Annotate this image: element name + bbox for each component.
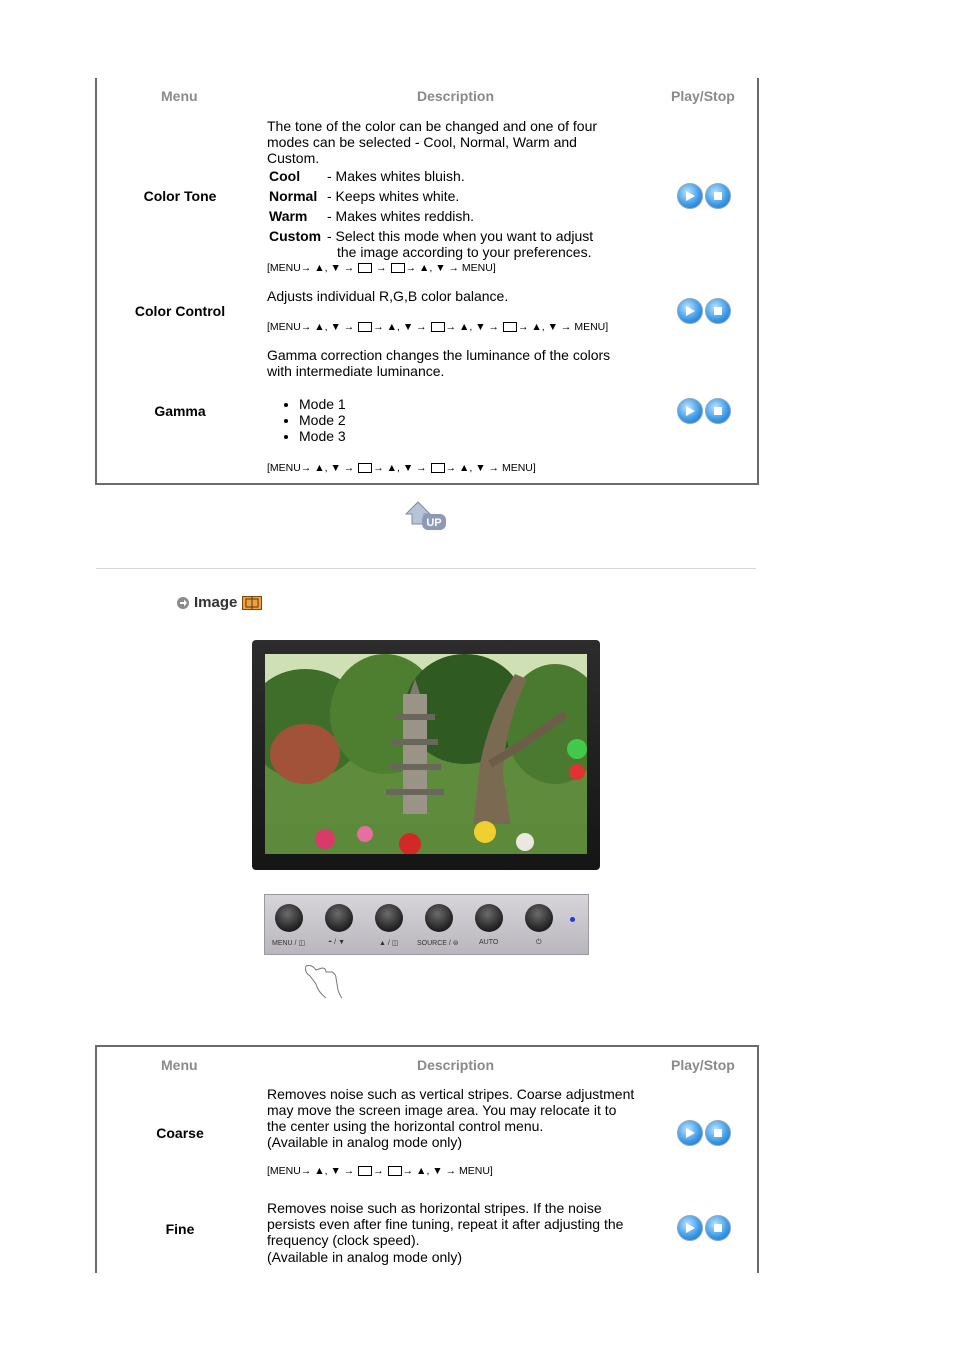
enter-key-icon xyxy=(358,1166,372,1176)
power-led-icon xyxy=(570,917,575,922)
definition-term: Warm xyxy=(269,208,308,224)
stop-icon xyxy=(712,405,724,417)
brightness-down-knob[interactable] xyxy=(325,904,353,932)
play-button[interactable] xyxy=(677,183,703,209)
monitor-control-panel xyxy=(264,894,589,955)
list-item: • Mode 1 xyxy=(299,396,346,412)
path-part: → ▲, ▼ → xyxy=(445,321,502,333)
knob-label: AUTO xyxy=(479,939,499,946)
enter-key-icon xyxy=(391,263,405,273)
menu-fine: Fine xyxy=(165,1221,195,1237)
play-stop-controls xyxy=(677,1120,733,1146)
menu-coarse: Coarse xyxy=(156,1125,204,1141)
definition-term: Cool xyxy=(269,168,301,184)
stop-icon xyxy=(712,1127,724,1139)
play-stop-controls xyxy=(677,1215,733,1241)
enter-key-icon xyxy=(358,463,372,473)
up-knob[interactable] xyxy=(375,904,403,932)
play-icon xyxy=(684,1222,696,1234)
coarse-description: Removes noise such as vertical stripes. Coarse adjustment may move the screen image area. You may relocate it to the center using the horizontal control menu. xyxy=(267,1086,635,1134)
stop-button[interactable] xyxy=(705,183,731,209)
definition-row xyxy=(269,168,465,184)
gamma-description: Gamma correction changes the luminance of the colors with intermediate luminance. xyxy=(267,347,611,379)
play-button[interactable] xyxy=(677,398,703,424)
play-icon xyxy=(684,405,696,417)
path-part: [MENU→ ▲, ▼ → xyxy=(267,1165,358,1177)
path-part: [MENU→ ▲, ▼ → xyxy=(267,262,358,274)
knob-label: MENU / ◫ xyxy=(272,940,306,947)
play-stop-controls xyxy=(677,398,733,424)
power-knob[interactable] xyxy=(525,904,553,932)
path-part: [MENU→ ▲, ▼ → xyxy=(267,462,358,474)
garden-scene xyxy=(265,654,587,854)
svg-text:UP: UP xyxy=(426,517,442,529)
menu-color-control: Color Control xyxy=(134,303,226,319)
definition-row xyxy=(269,188,459,204)
menu-path xyxy=(267,1165,493,1177)
menu-path xyxy=(267,462,536,474)
play-stop-controls xyxy=(677,298,733,324)
stop-icon xyxy=(712,190,724,202)
path-part: [MENU→ ▲, ▼ → xyxy=(267,321,358,333)
enter-key-icon xyxy=(388,1166,402,1176)
color-tone-description: The tone of the color can be changed and one of four modes can be selected - Cool, Normal, Warm and Custom. xyxy=(267,118,598,166)
play-icon xyxy=(684,305,696,317)
settings-table-color xyxy=(95,78,759,485)
play-button[interactable] xyxy=(677,298,703,324)
source-knob[interactable] xyxy=(425,904,453,932)
stop-icon xyxy=(712,1222,724,1234)
gamma-mode-list xyxy=(283,396,346,444)
stop-button[interactable] xyxy=(705,1120,731,1146)
path-part: → ▲, ▼ → MENU] xyxy=(517,321,609,333)
image-adjust-icon xyxy=(242,596,262,610)
menu-color-tone: Color Tone xyxy=(143,188,217,204)
section-title: Image xyxy=(194,594,238,611)
color-control-description: Adjusts individual R,G,B color balance. xyxy=(267,288,509,304)
knob-label: ⏻ xyxy=(536,939,542,946)
play-icon xyxy=(684,1127,696,1139)
arrow-circle-icon xyxy=(176,596,190,610)
menu-path xyxy=(267,321,608,333)
hand-pointer-icon xyxy=(302,962,344,1005)
definition-text: - Select this mode when you want to adjust xyxy=(327,228,594,244)
path-part: → ▲, ▼ → MENU] xyxy=(445,462,536,474)
header-play-stop: Play/Stop xyxy=(671,88,735,104)
knob-label: ◓ / ▼ xyxy=(328,939,345,946)
stop-button[interactable] xyxy=(705,398,731,424)
coarse-note: (Available in analog mode only) xyxy=(267,1134,463,1150)
header-play-stop: Play/Stop xyxy=(671,1057,735,1073)
path-part: → ▲, ▼ → MENU] xyxy=(405,262,496,274)
definition-text: - Makes whites reddish. xyxy=(327,208,475,224)
menu-gamma: Gamma xyxy=(154,403,206,419)
menu-knob[interactable] xyxy=(275,904,303,932)
section-heading xyxy=(176,594,262,611)
header-menu: Menu xyxy=(161,1057,198,1073)
path-part: → xyxy=(373,1165,387,1177)
knob-label: SOURCE / ⊜ xyxy=(417,940,459,947)
stop-button[interactable] xyxy=(705,298,731,324)
definition-row xyxy=(269,228,593,244)
menu-path xyxy=(267,262,496,274)
enter-key-icon xyxy=(431,322,445,332)
monitor-image xyxy=(252,640,600,870)
path-part: → ▲, ▼ → xyxy=(373,462,430,474)
path-part: → xyxy=(373,262,390,274)
path-part: → ▲, ▼ → MENU] xyxy=(402,1165,493,1177)
stop-icon xyxy=(712,305,724,317)
auto-knob[interactable] xyxy=(475,904,503,932)
list-item: • Mode 2 xyxy=(299,412,346,428)
definition-row xyxy=(269,208,474,224)
path-part: → ▲, ▼ → xyxy=(373,321,430,333)
header-description: Description xyxy=(417,1057,495,1073)
definition-text: - Keeps whites white. xyxy=(327,188,460,204)
play-icon xyxy=(684,190,696,202)
play-button[interactable] xyxy=(677,1120,703,1146)
enter-key-icon xyxy=(358,263,372,273)
up-arrow-icon[interactable] xyxy=(404,500,448,532)
section-divider xyxy=(96,568,756,569)
definition-text-continued: the image according to your preferences. xyxy=(337,244,592,260)
settings-table-image xyxy=(95,1045,759,1273)
fine-description: Removes noise such as horizontal stripes. If the noise persists even after fine tuning, repeat it after adjusting the frequency (clock speed). xyxy=(267,1200,624,1248)
header-menu: Menu xyxy=(161,88,198,104)
enter-key-icon xyxy=(431,463,445,473)
definition-text: - Makes whites bluish. xyxy=(327,168,465,184)
list-item: • Mode 3 xyxy=(299,428,346,444)
header-description: Description xyxy=(417,88,495,104)
definition-term: Custom xyxy=(269,228,322,244)
play-stop-controls xyxy=(677,183,733,209)
definition-term: Normal xyxy=(269,188,318,204)
stop-button[interactable] xyxy=(705,1215,731,1241)
knob-label: ▲ / ◫ xyxy=(379,940,399,947)
play-button[interactable] xyxy=(677,1215,703,1241)
enter-key-icon xyxy=(358,322,372,332)
fine-note: (Available in analog mode only) xyxy=(267,1249,463,1265)
enter-key-icon xyxy=(503,322,517,332)
